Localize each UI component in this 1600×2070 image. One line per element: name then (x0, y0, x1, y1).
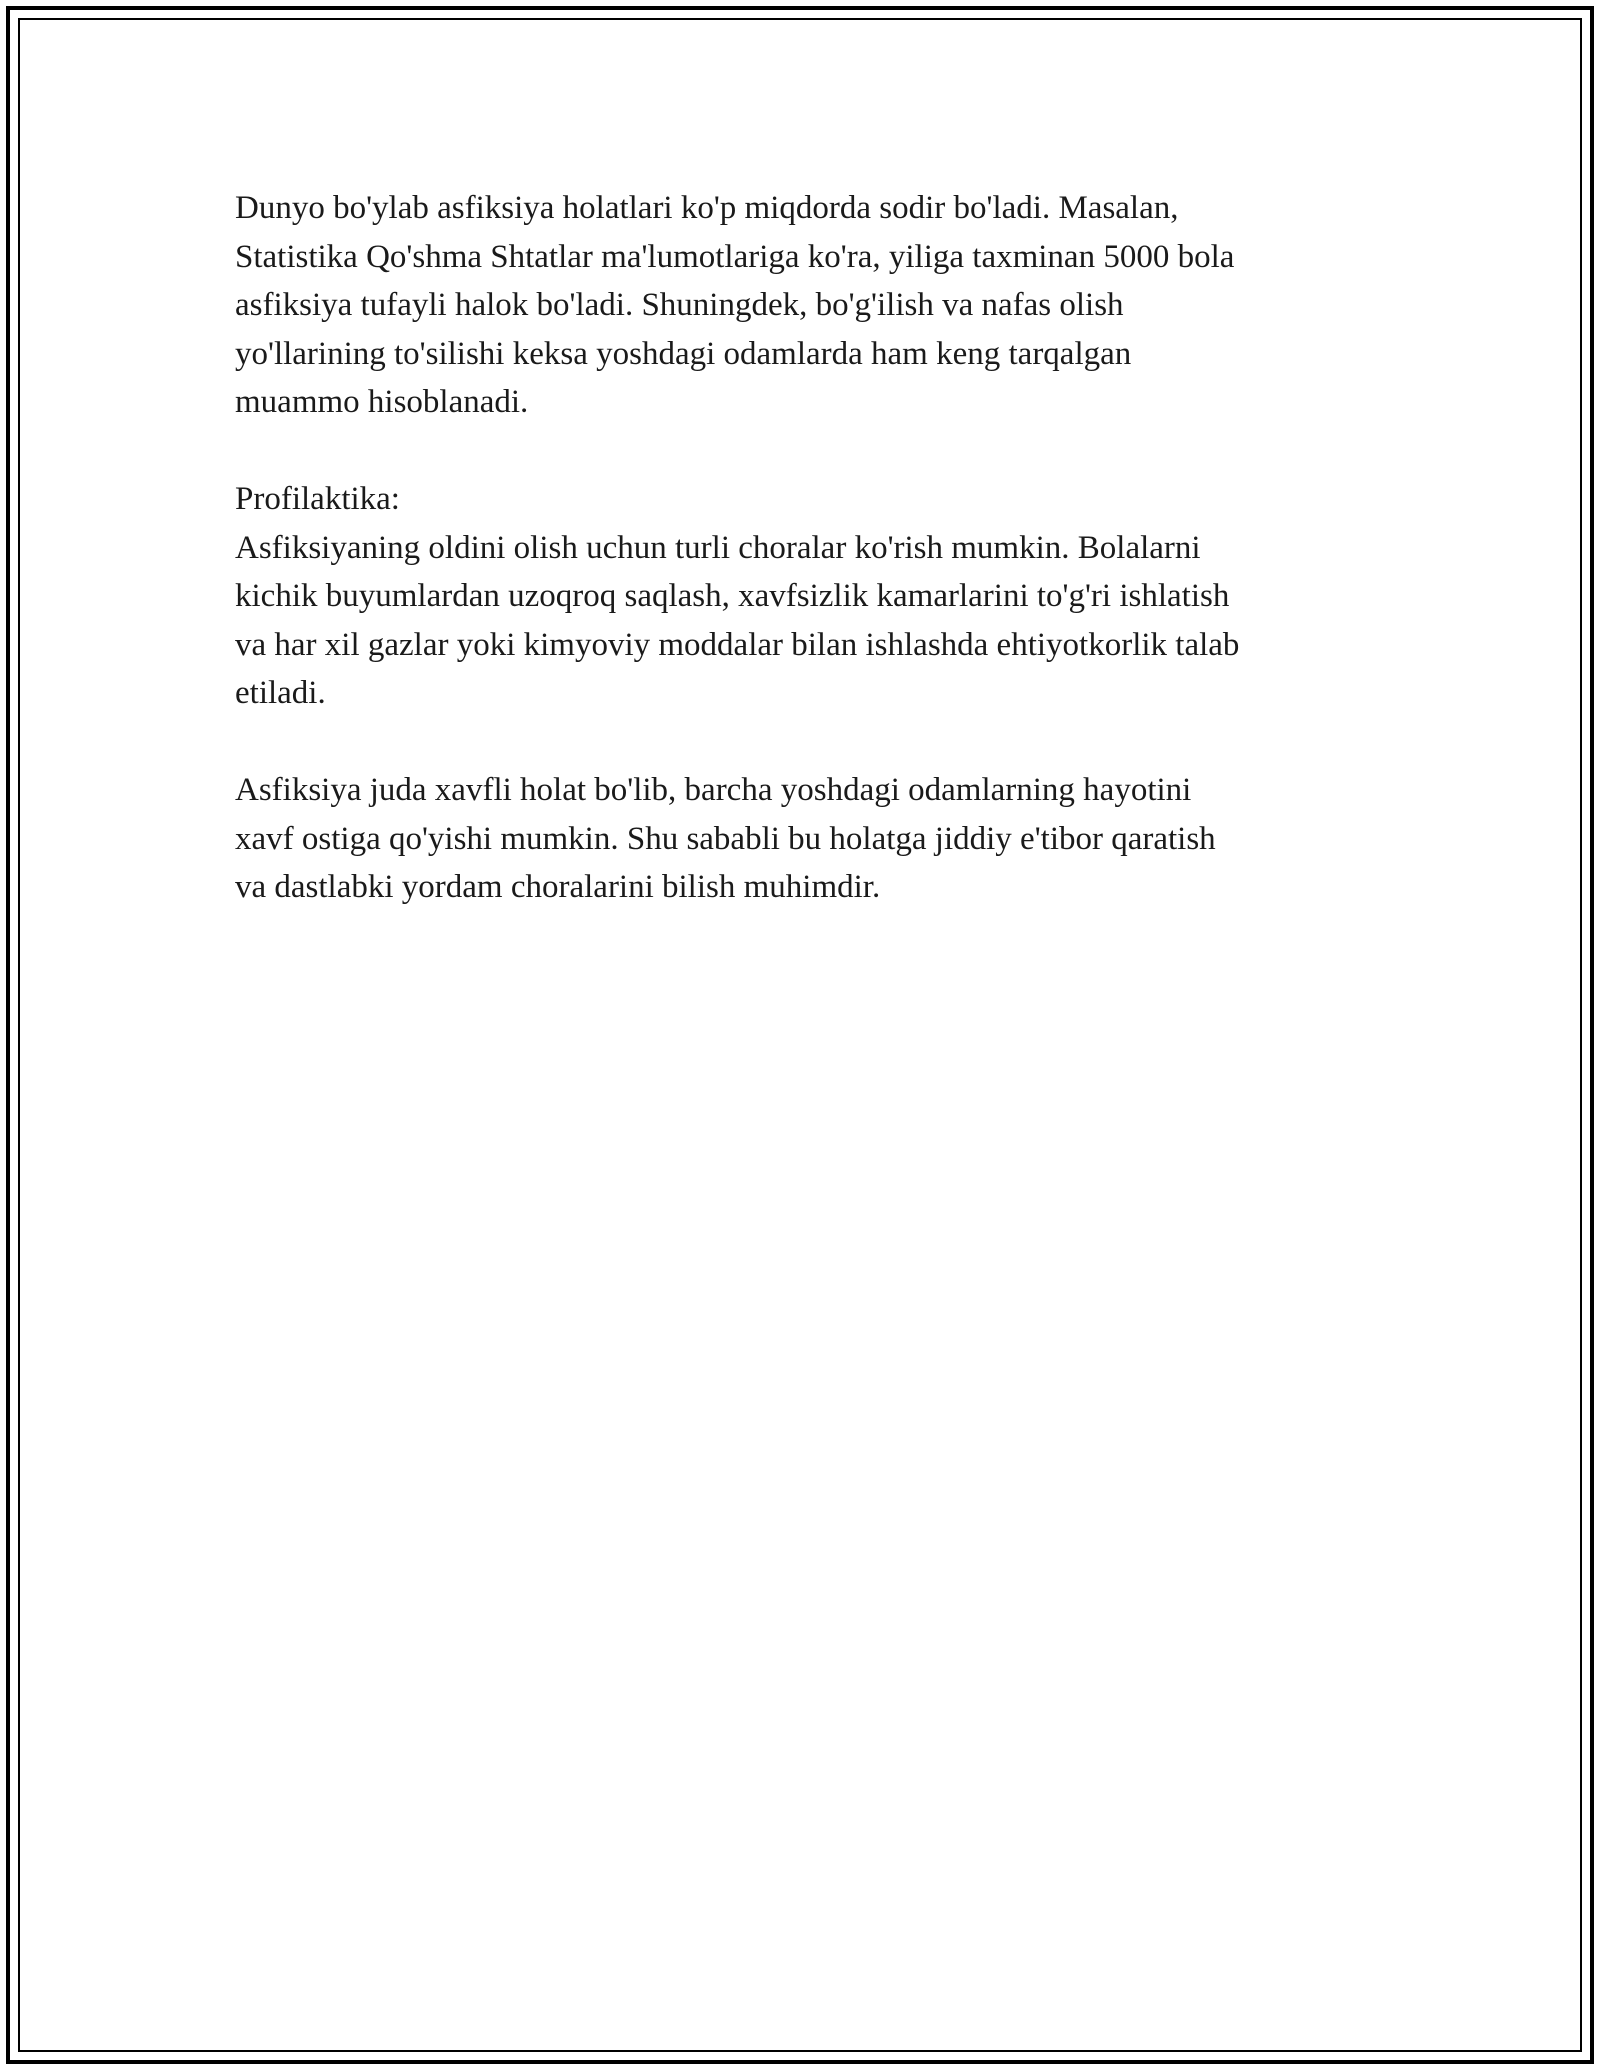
paragraph-spacer (235, 718, 1365, 767)
document-body (235, 184, 1365, 912)
paragraph-statistics: Dunyo bo'ylab asfiksiya holatlari ko'p miqdorda sodir bo'ladi. Masalan, Statistika Qo'shma Shtatlar ma'lumotlariga ko'ra, yiliga taxminan 5000 bola asfiksiya tufayli halok bo'ladi. Shuningdek, bo'g'ilish va nafas olish yo'llarining to'silishi keksa yoshdagi odamlarda ham keng tarqalgan muammo hisoblanadi. (235, 190, 1235, 420)
section-heading-profilaktika: Profilaktika: (235, 481, 400, 517)
paragraph-spacer (235, 427, 1365, 476)
paragraph-prevention: Asfiksiyaning oldini olish uchun turli choralar ko'rish mumkin. Bolalarni kichik buyumlardan uzoqroq saqlash, xavfsizlik kamarlarini to'g'ri ishlatish va har xil gazlar yoki kimyoviy moddalar bilan ishlashda ehtiyotkorlik talab etiladi. (235, 529, 1240, 711)
paragraph-conclusion: Asfiksiya juda xavfli holat bo'lib, barcha yoshdagi odamlarning hayotini xavf ostiga qo'yishi mumkin. Shu sababli bu holatga jiddiy e'tibor qaratish va dastlabki yordam choralarini bilish muhimdir. (235, 772, 1216, 905)
